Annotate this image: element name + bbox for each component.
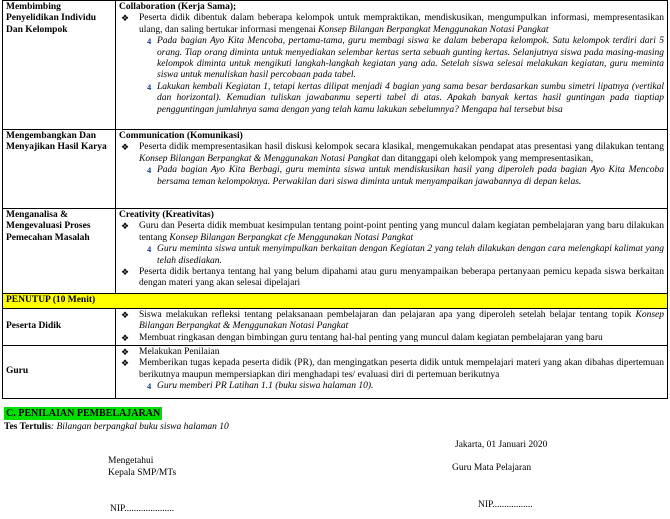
penilaian-heading: C. PENILAIAN PEMBELAJARAN <box>6 408 161 419</box>
headmaster-signature-block <box>108 455 176 479</box>
row-content <box>116 130 668 209</box>
row-content <box>116 1 668 130</box>
diamond-bullet-icon: ❖ <box>121 358 130 369</box>
lesson-table <box>2 0 668 399</box>
list-item: ❖ Peserta didik dibentuk dalam beberapa kelompok untuk mempraktikan, mendiskusikan, mengumpulkan informasi, mempresentasikan ulang, dan saling bertukar informasi mengenai Konsep Bilangan Berpangkat Menggunakan Notasi Pangkat <box>121 13 664 35</box>
row-content <box>116 209 668 294</box>
row-content <box>116 309 668 346</box>
diamond-bullet-icon: ❖ <box>121 332 130 343</box>
table-row <box>3 309 668 346</box>
sub-item: 4 Pada bagian Ayo Kita Berbagi, guru meminta siswa untuk mendiskusikan hasil yang diperoleh pada bagian Ayo Kita Mencoba bersama teman kelompoknya. Perwakilan dari siswa diminta untuk menyampaikan jawabannya di depan kelas. <box>147 165 664 187</box>
list-item: ❖ Siswa melakukan refleksi tentang pelaksanaan pembelajaran dan pelajaran apa yang diperoleh setelah belajar tentang topik Konsep Bilangan Berpangkat & Menggunakan Notasi Pangkat <box>121 310 664 332</box>
row-label: Guru <box>3 345 116 398</box>
sub-item: 4 Lakukan kembali Kegiatan 1, tetapi kertas dilipat menjadi 4 bagian yang sama besar berdasarkan sumbu simetri lipatnya (vertikal dan horizontal). Kemudian tuliskan jawabanmu seperti tabel di atas. Apakah banyak kertas hasil guntingan pada tiaptiap pengguntingan jumlahnya sama dengan yang telah kamu lakukan sebelumnya? Mengapa hal tersebut bisa <box>147 81 664 115</box>
row-label: Peserta Didik <box>3 309 116 346</box>
signature-date: Jakarta, 01 Januari 2020 <box>455 440 548 450</box>
mengetahui-label: Mengetahui <box>108 456 154 466</box>
diamond-bullet-icon: ❖ <box>121 221 130 232</box>
row-content <box>116 345 668 398</box>
list-item: ❖ Guru dan Peserta didik membuat kesimpulan tentang point-point penting yang muncul dalam kegiatan pembelajaran yang baru dilakukan tentang Konsep Bilangan Berpangkat cfe Menggunakan Notasi Pangkat <box>121 221 664 243</box>
row-label: Membimbing Penyelidikan Individu Dan Kelompok <box>3 1 116 130</box>
teacher-label: Guru Mata Pelajaran <box>452 463 532 473</box>
list-item: ❖ Melakukan Penilaian <box>121 346 220 357</box>
kepala-label: Kepala SMP/MTs <box>108 468 177 478</box>
list-item: ❖ Memberikan tugas kepada peserta didik (PR), dan mengingatkan peserta didik untuk mempelajari materi yang akan dibahas dipertemuan berikutnya maupun mempersiapkan diri menghadapi tes/ evaluasi diri di pertemuan berikutnya <box>121 358 664 380</box>
teacher-nip: NIP................. <box>478 500 533 510</box>
table-row <box>3 1 668 130</box>
list-item: ❖ Peserta didik mempresentasikan hasil diskusi kelompok secara klasikal, mengemukakan pendapat atas presentasi yang dilakukan tentang Konsep Bilangan Berpangkat & Menggunakan Notasi Pangkat dan ditanggapi oleh kelompok yang mempresentasikan, <box>121 142 664 164</box>
section-header: Communication (Komunikasi) <box>119 131 243 141</box>
row-label: Mengembangkan Dan Menyajikan Hasil Karya <box>3 130 116 209</box>
diamond-bullet-icon: ❖ <box>121 142 130 153</box>
diamond-bullet-icon: ❖ <box>121 267 130 278</box>
sub-item: 4 Guru meminta siswa untuk menyimpulkan berkaitan dengan Kegiatan 2 yang telah dilakukan dengan cara melengkapi kalimat yang telah disediakan. <box>147 244 664 266</box>
diamond-bullet-icon: ❖ <box>121 310 130 320</box>
table-row <box>3 294 668 309</box>
table-row <box>3 130 668 209</box>
sub-item: 4 Guru memberi PR Latihan 1.1 (buku siswa halaman 10). <box>147 381 374 392</box>
row-label: Menganalisa & Mengevaluasi Proses Pemecahan Masalah <box>3 209 116 294</box>
tes-tertulis-line: Tes Tertulis: Bilangan berpangkal buku siswa halaman 10 <box>4 422 229 432</box>
section-header: Collaboration (Kerja Sama); <box>119 2 237 12</box>
diamond-bullet-icon: ❖ <box>121 346 130 357</box>
list-item: ❖ Membuat ringkasan dengan bimbingan guru tentang hal-hal penting yang muncul dalam kegiatan pembelajaran yang baru <box>121 332 603 343</box>
table-row <box>3 209 668 294</box>
diamond-bullet-icon: ❖ <box>121 13 130 24</box>
penutup-heading: PENUTUP (10 Menit) <box>3 294 668 309</box>
section-header: Creativity (Kreativitas) <box>119 210 214 220</box>
sub-item: 4 Pada bagian Ayo Kita Mencoba, pertama-tama, guru membagi siswa ke dalam beberapa kelompok. Satu kelompok terdiri dari 5 orang. Tiap orang diminta untuk menyediakan selembar kertas serta sebuah gunting kertas. Selanjutnya siswa pada masing-masing kelompok diminta untuk mengikuti langkah-langkah kegiatan yang ada. Setelah siswa selesai melakukan kegiatan, guru meminta siswa untuk menuliskan hasil percobaan pada tabel. <box>147 36 664 81</box>
list-item: ❖ Peserta didik bertanya tentang hal yang belum dipahami atau guru menyampaikan beberapa pertanyaan pemicu kepada siswa berkaitan dengan materi yang akan selesai dipelajari <box>121 267 664 289</box>
headmaster-nip: NIP..................... <box>110 504 175 514</box>
table-row <box>3 345 668 398</box>
